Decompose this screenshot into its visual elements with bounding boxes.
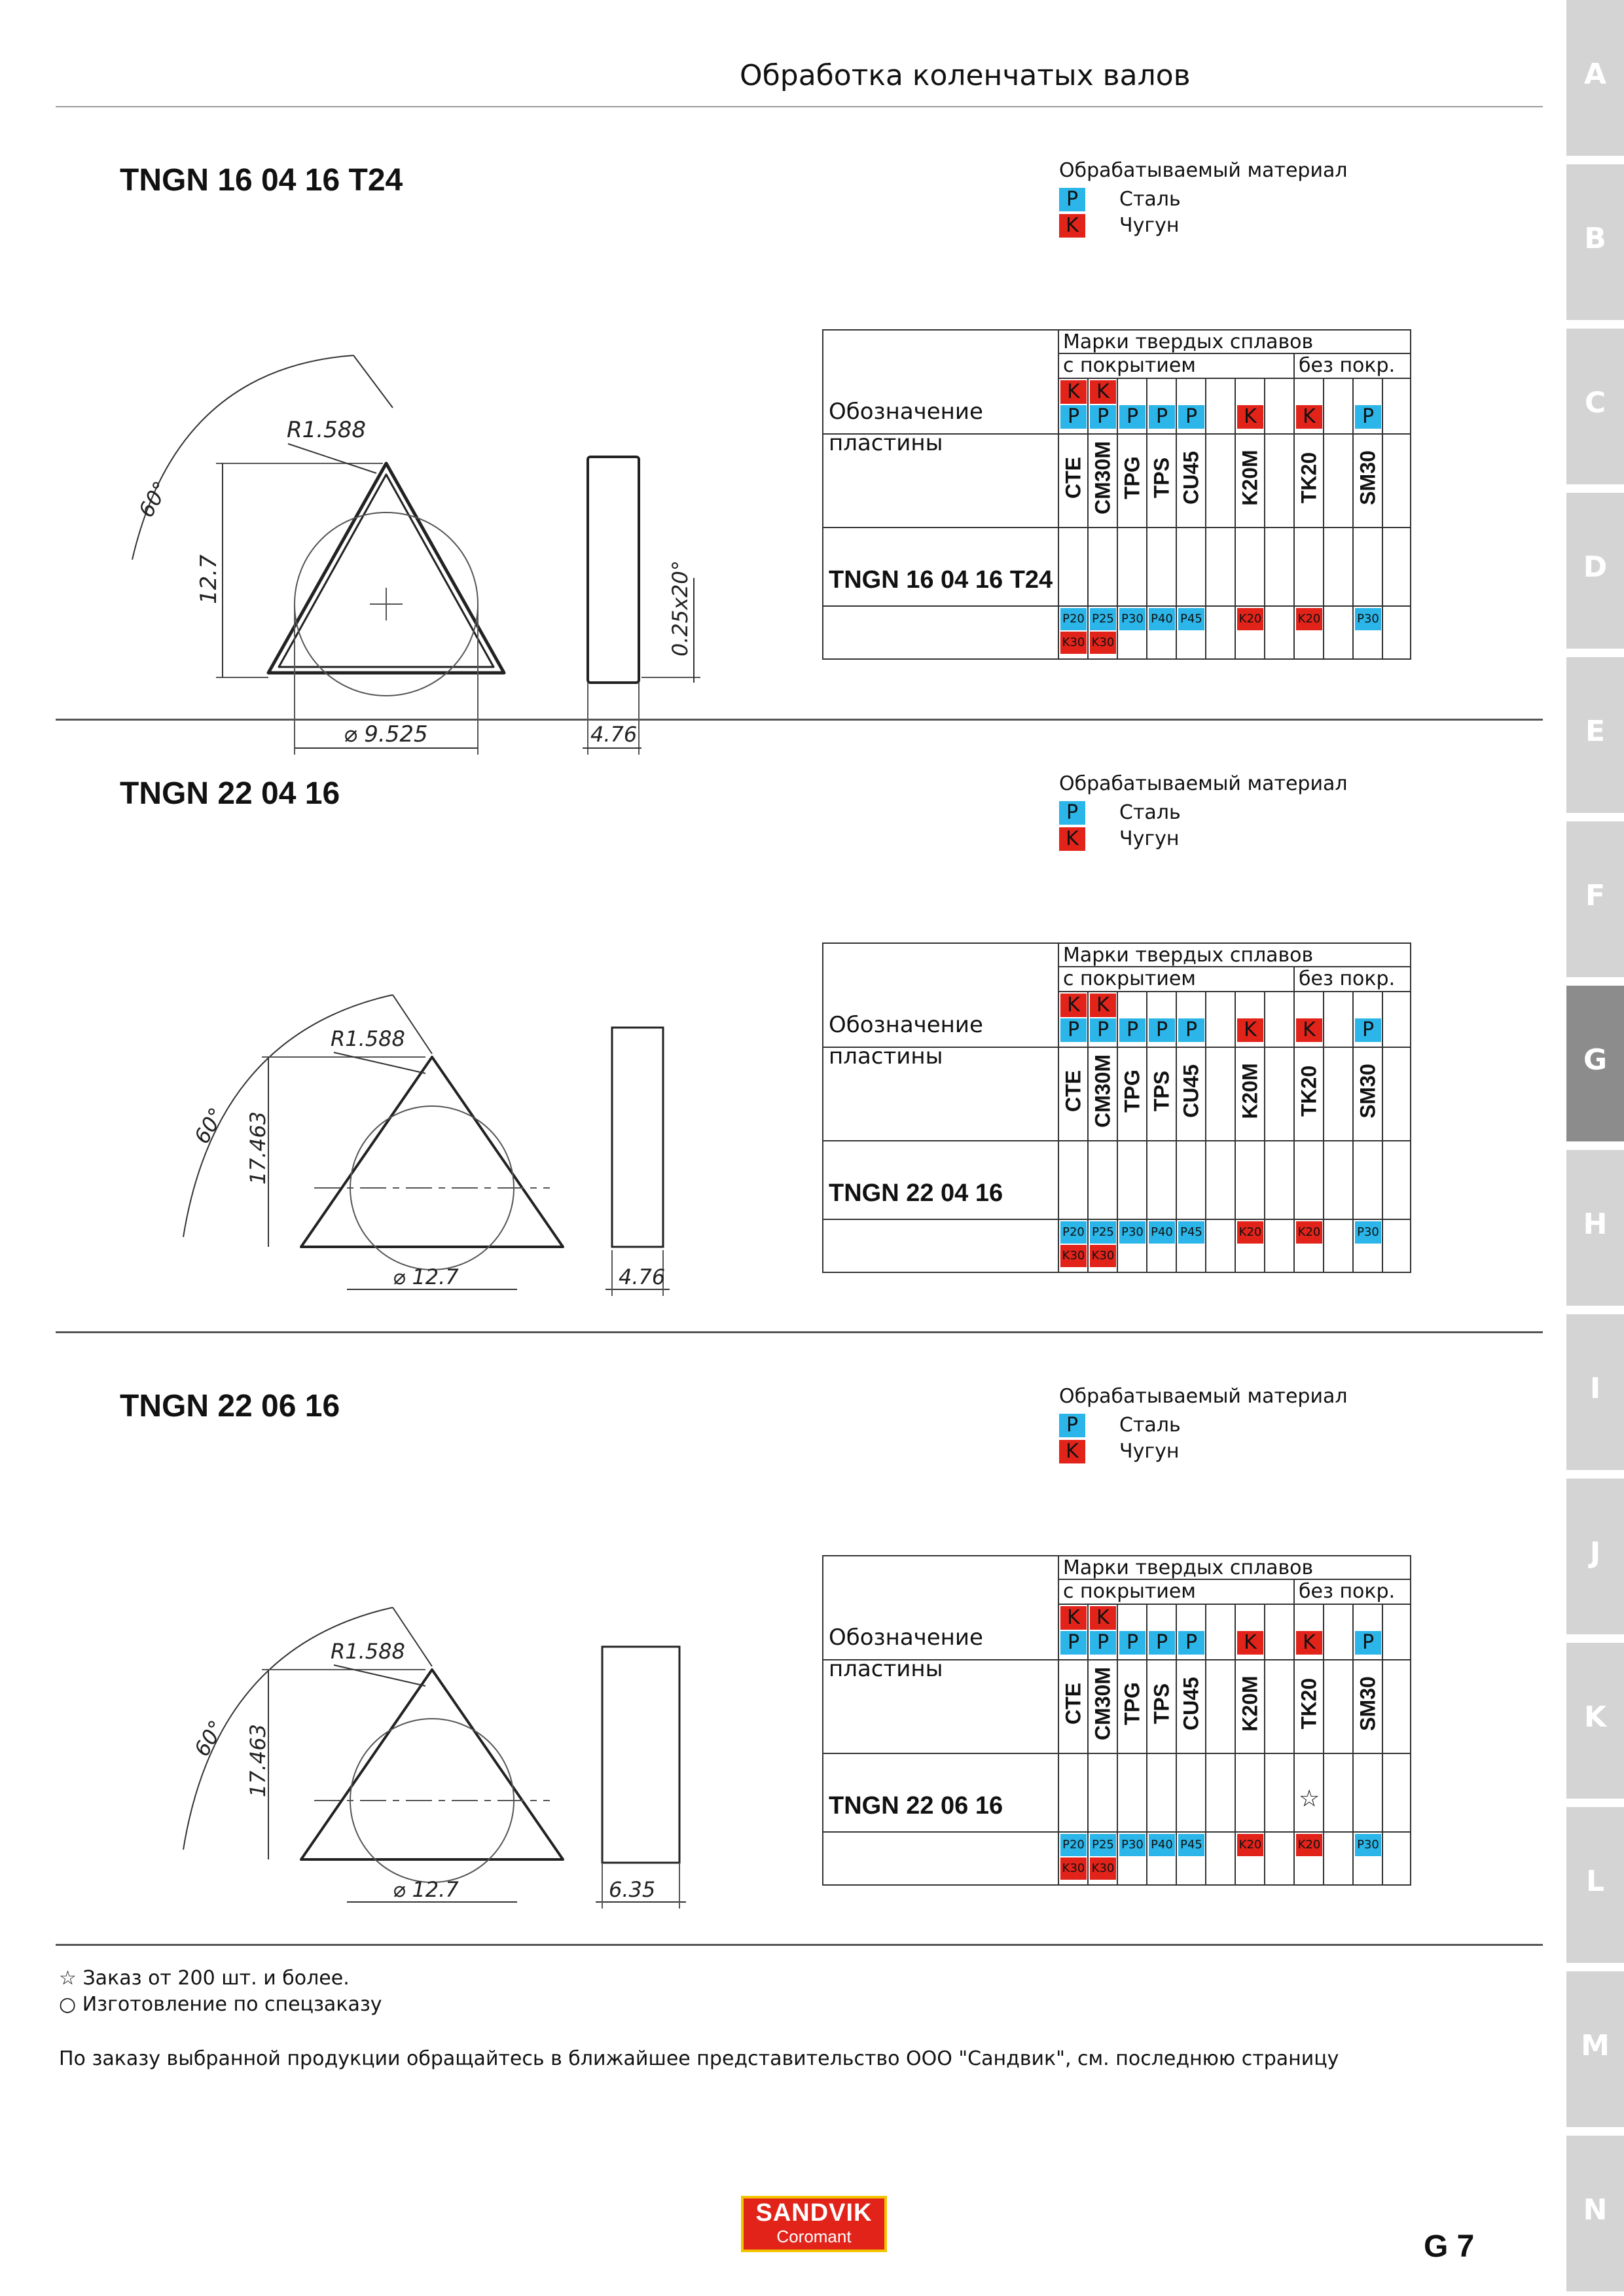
- height-label: 17.463: [245, 1724, 270, 1797]
- material-swatch: K: [1059, 214, 1085, 238]
- iso-code: P40: [1149, 1221, 1175, 1244]
- legend-title: Обрабатываемый материал: [1059, 1385, 1348, 1408]
- footnote-special-order: ○ Изготовление по спецзаказу: [59, 1993, 382, 2016]
- page-number: G 7: [1424, 2229, 1475, 2264]
- angle-arc: [132, 355, 353, 560]
- coated-header: с покрытием: [1063, 1580, 1196, 1603]
- grade-name: K20M: [1238, 450, 1262, 506]
- angle-label: 60°: [134, 476, 174, 522]
- material-cell: P: [1119, 1631, 1146, 1655]
- diameter-label: ⌀ 9.525: [344, 721, 428, 747]
- grade-name: CTE: [1061, 457, 1085, 499]
- iso-code: K30: [1090, 1857, 1116, 1880]
- iso-code: K20: [1296, 1834, 1322, 1856]
- grade-name: K20M: [1238, 1063, 1262, 1119]
- iso-code: P45: [1178, 1221, 1204, 1244]
- grade-name: CU45: [1179, 1677, 1203, 1731]
- designation-label: пластины: [829, 1656, 943, 1682]
- material-cell: P: [1090, 405, 1116, 429]
- grade-name: SM30: [1356, 1676, 1380, 1731]
- iso-code: P20: [1060, 1834, 1087, 1856]
- grade-table: [822, 1555, 1411, 1886]
- iso-code: K30: [1090, 632, 1116, 654]
- grade-name: SM30: [1356, 450, 1380, 505]
- iso-code: P20: [1060, 608, 1087, 630]
- insert-outline: [301, 1670, 563, 1859]
- material-cell: K: [1296, 1018, 1322, 1042]
- height-label: 17.463: [245, 1111, 270, 1185]
- insert-side-view: [588, 457, 639, 683]
- uncoated-header: без покр.: [1299, 1580, 1396, 1603]
- grade-name: CM30M: [1091, 1054, 1115, 1128]
- grade-name: SM30: [1356, 1064, 1380, 1119]
- angle-label: 60°: [189, 1103, 230, 1148]
- tab-a[interactable]: A: [1566, 0, 1624, 156]
- k-cell: K: [1090, 380, 1116, 404]
- star-icon: ☆: [59, 1967, 77, 1990]
- material-cell: P: [1090, 1631, 1116, 1655]
- iso-code: P25: [1090, 1834, 1116, 1856]
- iso-code: P30: [1119, 1834, 1146, 1856]
- tab-f[interactable]: F: [1566, 821, 1624, 977]
- insert-section: TNGN 16 04 16 T24 Обрабатываемый материал P Сталь K Чугун Марки твердых сплавов с покрытием без покр. Обозначение пластины K K P P P P P K K P CTE CM30M TPG TPS CU45 K20M TK20 SM30 TNGN 16 04 16 T24 P20 P25 P30 P40 P45 K20 K20 P30 K30 K30 60° 12.7 R1.588 ⌀ 9.525 4.76 0.25x20°: [0, 107, 1566, 719]
- order-note: По заказу выбранной продукции обращайтесь в ближайшее представительство ООО "Сандвик", см. последнюю страницу: [59, 2047, 1339, 2070]
- iso-code: K20: [1237, 1834, 1263, 1856]
- grade-name: TPS: [1149, 1683, 1174, 1725]
- height-label: 12.7: [196, 554, 222, 604]
- material-swatch: P: [1059, 801, 1085, 825]
- tab-c[interactable]: C: [1566, 329, 1624, 484]
- material-cell: P: [1149, 405, 1175, 429]
- star-icon: ☆: [1299, 1785, 1320, 1812]
- k-cell: K: [1090, 994, 1116, 1017]
- iso-code: P20: [1060, 1221, 1087, 1244]
- material-cell: P: [1178, 1631, 1204, 1655]
- material-cell: P: [1060, 1018, 1087, 1042]
- k-cell: K: [1090, 1606, 1116, 1630]
- coated-header: с покрытием: [1063, 967, 1196, 990]
- insert-section: TNGN 22 04 16 Обрабатываемый материал P Сталь K Чугун Марки твердых сплавов с покрытием без покр. Обозначение пластины K K P P P P P K K P CTE CM30M TPG TPS CU45 K20M TK20 SM30 TNGN 22 04 16 P20 P25 P30 P40 P45 K20 K20 P30 K30 K30 60° 17.463 R1.588 ⌀ 12.7 4.76: [0, 720, 1566, 1332]
- material-cell: K: [1237, 1631, 1263, 1655]
- grade-name: TPG: [1120, 1069, 1144, 1113]
- sandvik-logo: SANDVIK Coromant: [741, 2196, 887, 2252]
- insert-drawing: [118, 1450, 720, 1935]
- material-cell: P: [1355, 1631, 1381, 1655]
- diameter-label: ⌀ 12.7: [393, 1265, 459, 1289]
- iso-code: K30: [1090, 1245, 1116, 1267]
- insert-code: TNGN 22 06 16: [120, 1389, 340, 1424]
- insert-drawing: [118, 838, 720, 1322]
- tab-h[interactable]: H: [1566, 1150, 1624, 1306]
- iso-code: P25: [1090, 1221, 1116, 1244]
- material-swatch: K: [1059, 827, 1085, 851]
- grade-name: CTE: [1061, 1070, 1085, 1112]
- designation-label: пластины: [829, 1043, 943, 1069]
- material-cell: P: [1149, 1018, 1175, 1042]
- insert-side-view: [612, 1028, 663, 1247]
- k-cell: K: [1060, 1606, 1087, 1630]
- material-swatch: P: [1059, 188, 1085, 211]
- insert-section: TNGN 22 06 16 Обрабатываемый материал P Сталь K Чугун Марки твердых сплавов с покрытием без покр. Обозначение пластины K K P P P P P K K P CTE CM30M TPG TPS CU45 K20M TK20 SM30 TNGN 22 06 16 ☆ P20 P25 P30 P40 P45 K20 K20 P30 K30 K30 60° 17.463 R1.588 ⌀ 12.7 6.35: [0, 1333, 1566, 1945]
- tab-m[interactable]: M: [1566, 1971, 1624, 2127]
- tab-e[interactable]: E: [1566, 657, 1624, 813]
- tab-l[interactable]: L: [1566, 1807, 1624, 1963]
- grades-header: Марки твердых сплавов: [1063, 1556, 1314, 1579]
- iso-code: P40: [1149, 608, 1175, 630]
- grade-table: [822, 329, 1411, 660]
- radius-label: R1.588: [331, 1026, 405, 1051]
- iso-code: P30: [1119, 1221, 1146, 1244]
- iso-code: K20: [1237, 608, 1263, 630]
- tab-j[interactable]: J: [1566, 1479, 1624, 1634]
- material-cell: K: [1296, 1631, 1322, 1655]
- grade-name: TPS: [1149, 1070, 1174, 1112]
- iso-code: P25: [1090, 608, 1116, 630]
- material-cell: P: [1178, 405, 1204, 429]
- insert-side-view: [602, 1647, 679, 1863]
- designation-label: Обозначение: [829, 1624, 983, 1651]
- grade-name: CU45: [1179, 451, 1203, 505]
- thickness-label: 4.76: [619, 1265, 666, 1289]
- material-swatch: P: [1059, 1414, 1085, 1437]
- iso-code: P40: [1149, 1834, 1175, 1856]
- material-cell: K: [1296, 405, 1322, 429]
- designation-label: пластины: [829, 430, 943, 456]
- insert-code: TNGN 16 04 16 T24: [120, 163, 403, 198]
- table-insert-code: TNGN 22 06 16: [829, 1792, 1003, 1820]
- page-title: Обработка коленчатых валов: [740, 59, 1191, 92]
- tab-g[interactable]: G: [1566, 986, 1624, 1141]
- iso-code: P30: [1119, 608, 1146, 630]
- table-insert-code: TNGN 16 04 16 T24: [829, 566, 1053, 594]
- diameter-label: ⌀ 12.7: [393, 1877, 459, 1902]
- material-cell: P: [1119, 405, 1146, 429]
- chamfer-label: 0.25x20°: [668, 560, 693, 656]
- angle-label: 60°: [189, 1715, 230, 1761]
- coated-header: с покрытием: [1063, 354, 1196, 377]
- material-swatch: K: [1059, 1440, 1085, 1463]
- material-cell: P: [1355, 405, 1381, 429]
- tab-b[interactable]: B: [1566, 164, 1624, 320]
- iso-code: P30: [1355, 1221, 1381, 1244]
- iso-code: K30: [1060, 1245, 1087, 1267]
- grade-name: TK20: [1297, 1677, 1321, 1730]
- material-cell: P: [1060, 1631, 1087, 1655]
- iso-code: K20: [1237, 1221, 1263, 1244]
- material-cell: P: [1149, 1631, 1175, 1655]
- grade-name: TPG: [1120, 456, 1144, 499]
- legend-title: Обрабатываемый материал: [1059, 159, 1348, 182]
- designation-label: Обозначение: [829, 1012, 983, 1038]
- legend-title: Обрабатываемый материал: [1059, 772, 1348, 795]
- insert-drawing: [118, 238, 707, 774]
- k-cell: K: [1060, 380, 1087, 404]
- iso-code: K30: [1060, 632, 1087, 654]
- iso-code: P30: [1355, 1834, 1381, 1856]
- circle-icon: ○: [59, 1993, 77, 2016]
- uncoated-header: без покр.: [1299, 967, 1396, 990]
- uncoated-header: без покр.: [1299, 354, 1396, 377]
- material-cell: P: [1178, 1018, 1204, 1042]
- tab-d[interactable]: D: [1566, 493, 1624, 649]
- grade-name: TK20: [1297, 1065, 1321, 1117]
- grade-name: TPS: [1149, 457, 1174, 499]
- grade-name: TK20: [1297, 452, 1321, 504]
- grade-name: TPG: [1120, 1682, 1144, 1725]
- material-cell: K: [1237, 1018, 1263, 1042]
- grades-header: Марки твердых сплавов: [1063, 944, 1314, 967]
- grade-name: CM30M: [1091, 1666, 1115, 1741]
- grade-name: CU45: [1179, 1064, 1203, 1118]
- material-cell: K: [1237, 405, 1263, 429]
- thickness-label: 4.76: [590, 722, 638, 747]
- footnote-min-order: ☆ Заказ от 200 шт. и более.: [59, 1967, 350, 1990]
- designation-label: Обозначение: [829, 399, 983, 425]
- tab-k[interactable]: K: [1566, 1643, 1624, 1799]
- material-cell: P: [1355, 1018, 1381, 1042]
- grade-name: CTE: [1061, 1683, 1085, 1725]
- radius-label: R1.588: [287, 417, 366, 443]
- iso-code: P45: [1178, 1834, 1204, 1856]
- material-cell: P: [1119, 1018, 1146, 1042]
- iso-code: K20: [1296, 608, 1322, 630]
- iso-code: P45: [1178, 608, 1204, 630]
- grades-header: Марки твердых сплавов: [1063, 331, 1314, 353]
- insert-outline: [268, 463, 504, 673]
- iso-code: P30: [1355, 608, 1381, 630]
- insert-outline: [301, 1057, 563, 1247]
- insert-code: TNGN 22 04 16: [120, 776, 340, 811]
- table-insert-code: TNGN 22 04 16: [829, 1179, 1003, 1207]
- radius-label: R1.588: [331, 1639, 405, 1664]
- tab-i[interactable]: I: [1566, 1314, 1624, 1470]
- iso-code: K30: [1060, 1857, 1087, 1880]
- grade-name: K20M: [1238, 1676, 1262, 1732]
- iso-code: K20: [1296, 1221, 1322, 1244]
- grade-name: CM30M: [1091, 440, 1115, 515]
- k-cell: K: [1060, 994, 1087, 1017]
- material-cell: P: [1090, 1018, 1116, 1042]
- tab-n[interactable]: N: [1566, 2136, 1624, 2291]
- grade-table: [822, 942, 1411, 1273]
- material-cell: P: [1060, 405, 1087, 429]
- thickness-label: 6.35: [609, 1877, 656, 1902]
